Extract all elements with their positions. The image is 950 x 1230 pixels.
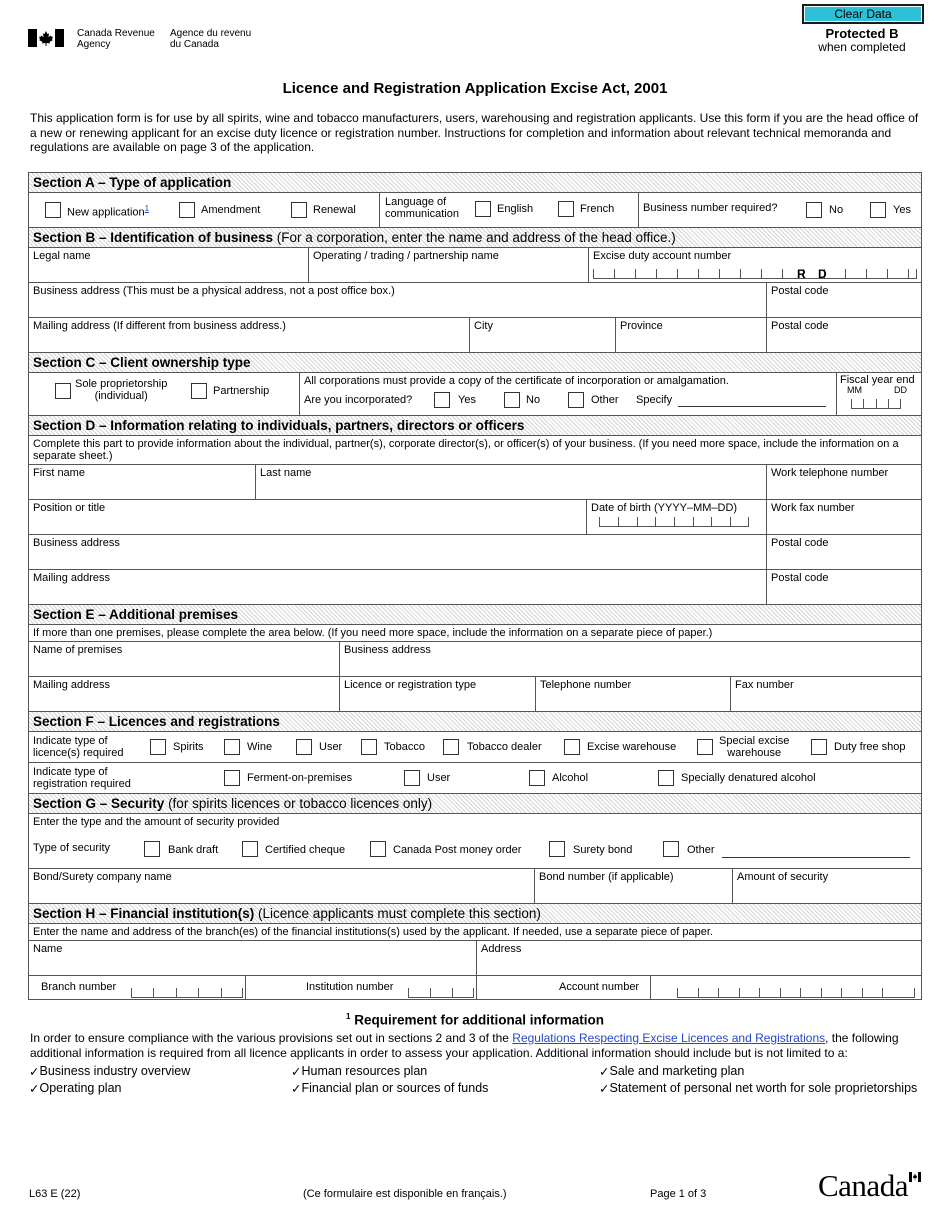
- incorporated-no-checkbox[interactable]: [504, 392, 520, 408]
- section-h-numbers-row: Branch number Institution number Account number: [29, 976, 921, 1000]
- security-amount-field[interactable]: Amount of security: [732, 869, 921, 903]
- footnote-text: In order to ensure compliance with the various provisions set out in sections 2 and 3 of the Regulations Respecting Excise Licences and Registrations, the following additional information is required from all licence applicants in order to assess your application. Additional information should include but is not limited to a:: [30, 1031, 899, 1060]
- section-a-header: Section A – Type of application: [29, 173, 921, 193]
- section-b-row1: [29, 248, 921, 283]
- list-item: ✓ Sale and marketing plan: [599, 1064, 745, 1079]
- french-availability: (Ce formulaire est disponible en français.): [303, 1188, 507, 1200]
- tobacco-dealer-checkbox[interactable]: [443, 739, 459, 755]
- money-order-checkbox[interactable]: [370, 841, 386, 857]
- work-fax-field[interactable]: Work fax number: [766, 500, 921, 534]
- date-of-birth-field[interactable]: Date of birth (YYYY–MM–DD): [586, 500, 766, 534]
- business-address-field[interactable]: Business address (This must be a physical address, not a post office box.): [33, 285, 395, 297]
- form-code: L63 E (22): [29, 1188, 81, 1200]
- section-e-note: If more than one premises, please complete the area below. (If you need more space, include the information on a separate piece of paper.): [29, 625, 921, 642]
- registration-user-checkbox[interactable]: [404, 770, 420, 786]
- list-item: ✓ Business industry overview: [29, 1064, 191, 1079]
- excise-warehouse-checkbox[interactable]: [564, 739, 580, 755]
- english-checkbox[interactable]: [475, 201, 491, 217]
- account-number-field[interactable]: [650, 976, 921, 999]
- spirits-checkbox[interactable]: [150, 739, 166, 755]
- section-d-row3: [29, 535, 921, 570]
- institution-number-input[interactable]: [408, 989, 474, 998]
- section-d-row4: [29, 570, 921, 605]
- list-item: ✓ Financial plan or sources of funds: [291, 1081, 489, 1096]
- last-name-field[interactable]: Last name: [255, 465, 766, 499]
- partnership-checkbox[interactable]: [191, 383, 207, 399]
- user-checkbox[interactable]: [296, 739, 312, 755]
- other-security-input[interactable]: [722, 857, 910, 858]
- new-application-checkbox[interactable]: [45, 202, 61, 218]
- certified-cheque-checkbox[interactable]: [242, 841, 258, 857]
- bn-no-checkbox[interactable]: [806, 202, 822, 218]
- duty-free-shop-checkbox[interactable]: [811, 739, 827, 755]
- section-b-row2: [29, 283, 921, 318]
- section-b-row3: [29, 318, 921, 353]
- flag-icon: [28, 29, 64, 47]
- section-f-registration-row: Indicate type of registration required Ferment-on-premises User Alcohol Specially denatured alcohol: [29, 763, 921, 794]
- footnote-link[interactable]: 1: [144, 204, 150, 213]
- agency-name-fr: Agence du revenu du Canada: [170, 28, 252, 50]
- province-field[interactable]: Province: [615, 318, 766, 352]
- renewal-checkbox[interactable]: [291, 202, 307, 218]
- incorporated-other-checkbox[interactable]: [568, 392, 584, 408]
- section-c-row: Sole proprietorship (individual) Partnership All corporations must provide a copy of the certificate of incorporation or amalgamation. Are you incorporated? Yes No Other Specify Fiscal year end MM DD: [29, 373, 921, 416]
- wordmark-flag-icon: [909, 1172, 921, 1182]
- operating-name-field[interactable]: Operating / trading / partnership name: [308, 248, 588, 282]
- section-h-header: Section H – Financial institution(s) (Licence applicants must complete this section): [29, 904, 921, 924]
- d-business-postal-code-field[interactable]: Postal code: [766, 535, 921, 569]
- incorporation-cell: All corporations must provide a copy of the certificate of incorporation or amalgamation. Are you incorporated? Yes No Other Specify: [299, 373, 836, 415]
- protected-label: Protected B when completed: [818, 26, 906, 54]
- section-d-header: Section D – Information relating to individuals, partners, directors or officers: [29, 416, 921, 436]
- work-phone-field[interactable]: Work telephone number: [766, 465, 921, 499]
- premises-business-address-field[interactable]: Business address: [339, 642, 921, 676]
- d-mailing-address-field[interactable]: Mailing address: [33, 572, 111, 584]
- wine-checkbox[interactable]: [224, 739, 240, 755]
- d-business-address-field[interactable]: Business address: [33, 537, 120, 549]
- section-g-header: Section G – Security (for spirits licences or tobacco licences only): [29, 794, 921, 814]
- position-title-field[interactable]: Position or title: [33, 502, 106, 514]
- section-f-header: Section F – Licences and registrations: [29, 712, 921, 732]
- list-item: ✓ Statement of personal net worth for sole proprietorships: [599, 1081, 918, 1096]
- list-item: ✓ Operating plan: [29, 1081, 122, 1096]
- section-e-row1: [29, 642, 921, 677]
- bond-number-field[interactable]: Bond number (if applicable): [534, 869, 732, 903]
- bond-company-field[interactable]: Bond/Surety company name: [33, 871, 172, 883]
- section-e-row2: [29, 677, 921, 712]
- amendment-checkbox[interactable]: [179, 202, 195, 218]
- incorporated-yes-checkbox[interactable]: [434, 392, 450, 408]
- d-mailing-postal-code-field[interactable]: Postal code: [766, 570, 921, 604]
- mailing-address-field[interactable]: Mailing address (If different from business address.): [33, 320, 286, 332]
- licence-type-field[interactable]: Licence or registration type: [339, 677, 535, 711]
- section-c-header: Section C – Client ownership type: [29, 353, 921, 373]
- section-f-licence-row: Indicate type of licence(s) required Spirits Wine User Tobacco Tobacco dealer Excise warehouse Special excise warehouse Duty free shop: [29, 732, 921, 763]
- bn-yes-checkbox[interactable]: [870, 202, 886, 218]
- mailing-postal-code-field[interactable]: Postal code: [766, 318, 921, 352]
- regulations-link[interactable]: Regulations Respecting Excise Licences and Registrations: [512, 1031, 826, 1045]
- bank-draft-checkbox[interactable]: [144, 841, 160, 857]
- page-number: Page 1 of 3: [650, 1188, 707, 1200]
- application-form: [28, 172, 922, 1000]
- premises-phone-field[interactable]: Telephone number: [535, 677, 730, 711]
- specify-input[interactable]: [678, 406, 826, 407]
- premises-fax-field[interactable]: Fax number: [730, 677, 921, 711]
- section-g-type-row: Enter the type and the amount of security provided Type of security Bank draft Certified cheque Canada Post money order Surety bond Other: [29, 814, 921, 869]
- sole-proprietorship-checkbox[interactable]: [55, 383, 71, 399]
- branch-number-input[interactable]: [131, 989, 243, 998]
- institution-address-field[interactable]: Address: [476, 941, 921, 975]
- premises-mailing-address-field[interactable]: Mailing address: [33, 679, 111, 691]
- section-e-header: Section E – Additional premises: [29, 605, 921, 625]
- other-security-checkbox[interactable]: [663, 841, 679, 857]
- fiscal-year-end-field[interactable]: Fiscal year end MM DD: [836, 373, 921, 415]
- agency-name-en: Canada Revenue Agency: [77, 28, 155, 50]
- postal-code-field[interactable]: Postal code: [766, 283, 921, 317]
- legal-name-field[interactable]: Legal name: [33, 250, 91, 262]
- canada-wordmark: Canada: [818, 1168, 924, 1204]
- section-d-note: Complete this part to provide information about the individual, partner(s), corporate director(s), or officer(s) of your business. (If you need more space, include the information on a separate sheet.): [29, 436, 921, 465]
- section-d-row1: [29, 465, 921, 500]
- section-g-bond-row: [29, 869, 921, 904]
- language-cell: Language of communication English French: [379, 193, 639, 227]
- premises-name-field[interactable]: Name of premises: [33, 644, 123, 656]
- french-checkbox[interactable]: [558, 201, 574, 217]
- page-title: Licence and Registration Application Excise Act, 2001: [282, 80, 668, 97]
- excise-account-field[interactable]: Excise duty account number R D: [588, 248, 921, 282]
- clear-data-button[interactable]: Clear Data: [802, 4, 924, 24]
- special-excise-warehouse-checkbox[interactable]: [697, 739, 713, 755]
- section-d-row2: [29, 500, 921, 535]
- first-name-field[interactable]: First name: [33, 467, 85, 479]
- surety-bond-checkbox[interactable]: [549, 841, 565, 857]
- footnote-title: $^1$ Requirement for additional information: [346, 1012, 604, 1028]
- tobacco-checkbox[interactable]: [361, 739, 377, 755]
- section-h-note: Enter the name and address of the branch(es) of the financial institutions(s) used by the applicant. If needed, use a separate piece of paper.: [29, 924, 921, 941]
- denatured-alcohol-checkbox[interactable]: [658, 770, 674, 786]
- section-b-header: Section B – Identification of business (For a corporation, enter the name and address of the head office.): [29, 228, 921, 248]
- institution-name-field[interactable]: Name: [33, 943, 63, 955]
- section-h-name-row: [29, 941, 921, 976]
- section-a-row: New application$^1$ Amendment Renewal Language of communication English French Business number required? No Yes: [29, 193, 921, 228]
- ferment-on-premises-checkbox[interactable]: [224, 770, 240, 786]
- alcohol-checkbox[interactable]: [529, 770, 545, 786]
- city-field[interactable]: City: [469, 318, 615, 352]
- list-item: ✓ Human resources plan: [291, 1064, 428, 1079]
- intro-text: This application form is for use by all spirits, wine and tobacco manufacturers, users, warehousing and registration applicants. Use this form if you are the head office of a new or renewing applicant for an excise duty licence or registration number. Instructions for completion and information about relevant technical memoranda and regulations are available on page 3 of the application.: [30, 111, 919, 154]
